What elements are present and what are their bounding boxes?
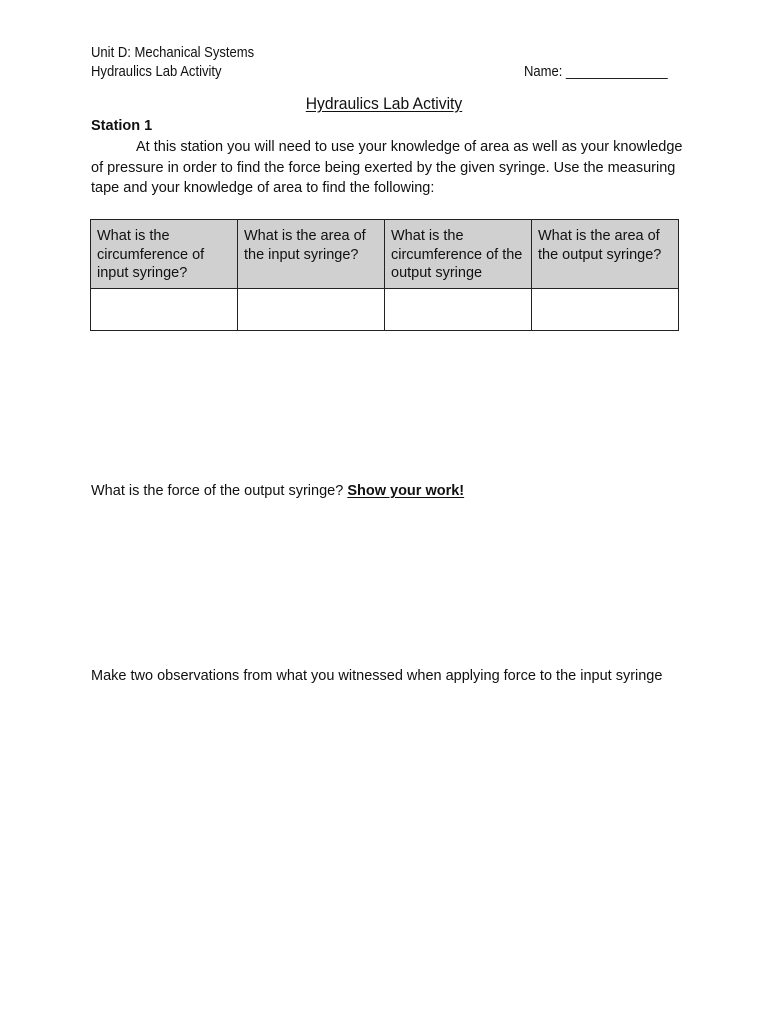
force-question-text: What is the force of the output syringe? — [91, 483, 344, 499]
measurement-table — [90, 219, 679, 331]
table-header-cell: What is the area of the input syringe? — [238, 220, 385, 289]
station-heading: Station 1 — [91, 118, 153, 134]
table-header-cell: What is the area of the output syringe? — [532, 220, 679, 289]
answer-cell-input-circumference[interactable] — [91, 289, 238, 331]
observations-question: Make two observations from what you witnessed when applying force to the input syringe — [91, 668, 663, 684]
activity-label: Hydraulics Lab Activity — [91, 64, 222, 80]
station-instructions: At this station you will need to use your knowledge of area as well as your knowledge of pressure in order to find the force being exerted by the given syringe. Use the measuring tape and your knowledge of area to find the following: — [91, 139, 683, 196]
table-header-cell: What is the circumference of the output syringe — [385, 220, 532, 289]
header-info — [91, 44, 254, 82]
show-work-emphasis: Show your work! — [347, 483, 465, 499]
table-row — [91, 289, 679, 331]
name-field[interactable]: Name: ______________ — [524, 64, 668, 80]
unit-label: Unit D: Mechanical Systems — [91, 45, 255, 61]
answer-cell-output-area[interactable] — [532, 289, 679, 331]
force-question — [91, 482, 464, 501]
table-header-cell: What is the circumference of input syringe? — [91, 220, 238, 289]
page-title: Hydraulics Lab Activity — [305, 94, 463, 113]
answer-cell-output-circumference[interactable] — [385, 289, 532, 331]
table-header-row — [91, 220, 679, 289]
answer-cell-input-area[interactable] — [238, 289, 385, 331]
